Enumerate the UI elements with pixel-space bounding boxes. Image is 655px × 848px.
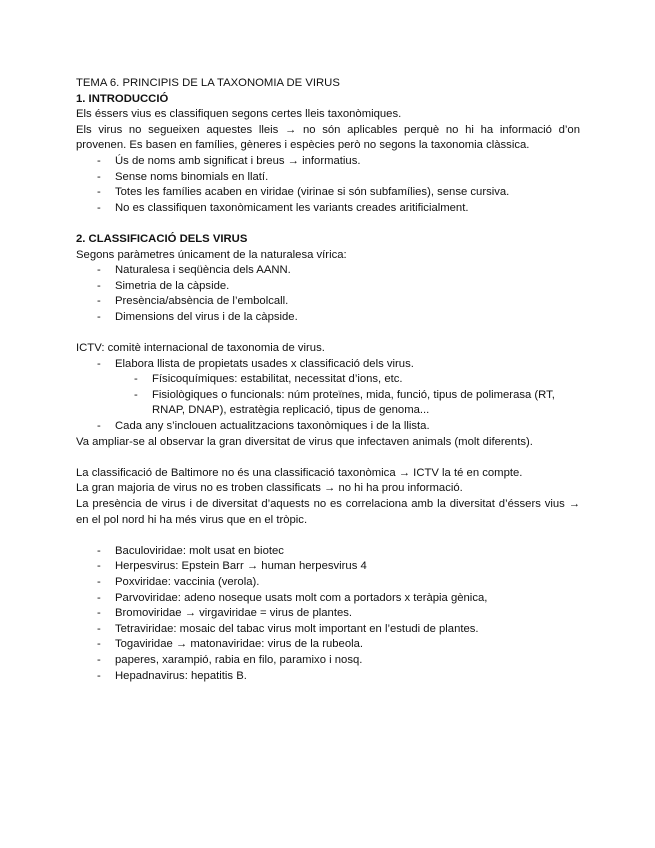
list-item: - Herpesvirus: Epstein Barr → human herpesvirus 4 <box>76 559 580 575</box>
list-item: - No es classifiquen taxonòmicament les variants creades aritificialment. <box>76 201 580 217</box>
paragraph: Va ampliar-se al observar la gran diversitat de virus que infectaven animals (molt diferents). <box>76 435 533 448</box>
paragraph: La presència de virus i de diversitat d’aquests no es correlaciona amb la diversitat d’éssers vius → en el pol nord hi ha més virus que en el tròpic. <box>76 498 580 526</box>
list-item: - Tetraviridae: mosaic del tabac virus molt important en l’estudi de plantes. <box>76 622 580 638</box>
spacer <box>76 450 580 466</box>
document-page <box>76 76 580 684</box>
list-item: - Simetria de la càpside. <box>76 279 580 295</box>
paragraph: Els virus no segueixen aquestes lleis → no són aplicables perquè no hi ha informació d’on provenen. Es basen en famílies, gèneres i espècies però no segons la taxonomia clàssica. <box>76 123 580 152</box>
spacer <box>76 326 580 342</box>
list-item: - Dimensions del virus i de la càpside. <box>76 310 580 326</box>
list-item: - Sense noms binomials en llatí. <box>76 170 580 186</box>
section-2-heading: 2. CLASSIFICACIÓ DELS VIRUS <box>76 232 248 245</box>
sub-list-item: - Físicoquímiques: estabilitat, necessitat d’ions, etc. <box>76 372 580 388</box>
list-item: - Presència/absència de l’embolcall. <box>76 294 580 310</box>
bullet-list <box>76 154 580 216</box>
list-item: - Poxviridae: vaccinia (verola). <box>76 575 580 591</box>
list-item: - Cada any s’inclouen actualitzacions taxonòmiques i de la llista. <box>76 419 580 435</box>
spacer <box>76 216 580 232</box>
document-title: TEMA 6. PRINCIPIS DE LA TAXONOMIA DE VIRUS <box>76 77 340 89</box>
paragraph: Els éssers vius es classifiquen segons certes lleis taxonòmiques. <box>76 108 402 121</box>
list-item: - Totes les famílies acaben en viridae (virinae si són subfamílies), sense cursiva. <box>76 185 580 201</box>
sub-list-item: - Fisiològiques o funcionals: núm proteïnes, mida, funció, tipus de polimerasa (RT, RNAP, DNAP), estratègia replicació, tipus de genoma... <box>76 388 580 419</box>
paragraph: ICTV: comitè internacional de taxonomia de virus. <box>76 342 325 355</box>
list-item: - Togaviridae → matonaviridae: virus de la rubeola. <box>76 637 580 653</box>
list-item: - Naturalesa i seqüència dels AANN. <box>76 263 580 279</box>
list-item: - Ús de noms amb significat i breus → informatius. <box>76 154 580 170</box>
list-item: - Elabora llista de propietats usades x classificació dels virus. <box>76 357 580 373</box>
spacer <box>76 528 580 544</box>
list-item: - Hepadnavirus: hepatitis B. <box>76 669 580 685</box>
section-1-heading: 1. INTRODUCCIÓ <box>76 92 169 105</box>
bullet-list <box>76 263 580 325</box>
bullet-list <box>76 357 580 435</box>
paragraph: La gran majoria de virus no es troben classificats → no hi ha prou informació. <box>76 482 463 495</box>
paragraph: Segons paràmetres únicament de la naturalesa vírica: <box>76 248 347 261</box>
list-item: - Baculoviridae: molt usat en biotec <box>76 544 580 560</box>
list-item: - Bromoviridae → virgaviridae = virus de plantes. <box>76 606 580 622</box>
list-item: - paperes, xarampió, rabia en filo, paramixo i nosq. <box>76 653 580 669</box>
list-item: - Parvoviridae: adeno noseque usats molt com a portadors x teràpia gènica, <box>76 591 580 607</box>
paragraph: La classificació de Baltimore no és una classificació taxonòmica → ICTV la té en compte. <box>76 466 523 479</box>
virus-family-list <box>76 544 580 684</box>
